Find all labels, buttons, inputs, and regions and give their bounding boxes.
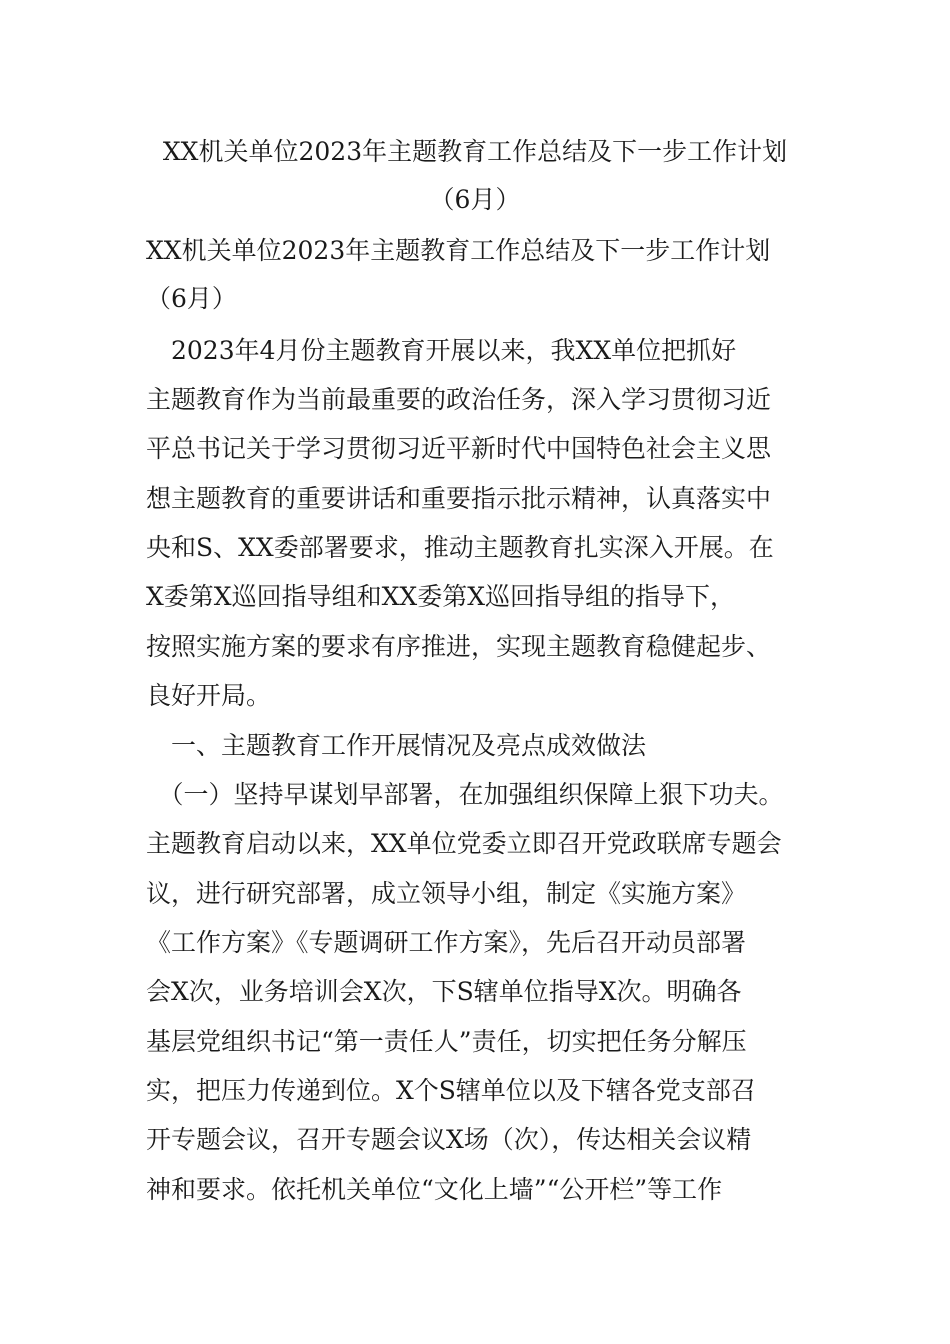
paragraph-line: 主题教育作为当前最重要的政治任务，深入学习贯彻习近 <box>146 385 772 414</box>
paragraph-line: 会X次，业务培训会X次，下S辖单位指导X次。明确各 <box>146 977 742 1006</box>
paragraph-line: 神和要求。依托机关单位“文化上墙”“公开栏”等工作 <box>146 1175 723 1204</box>
document-title-date: （6月） <box>429 185 521 214</box>
paragraph-line: 开专题会议，召开专题会议X场（次），传达相关会议精 <box>146 1125 752 1154</box>
document-title: XX机关单位2023年主题教育工作总结及下一步工作计划 <box>162 137 788 166</box>
paragraph-line: 2023年4月份主题教育开展以来，我XX单位把抓好 <box>146 336 737 365</box>
paragraph-line: 议，进行研究部署，成立领导小组，制定《实施方案》 <box>146 879 747 908</box>
document-subtitle: XX机关单位2023年主题教育工作总结及下一步工作计划 <box>146 236 771 265</box>
paragraph-line: 良好开局。 <box>146 681 272 710</box>
document-subtitle-date: （6月） <box>146 284 237 313</box>
paragraph-line: （一）坚持早谋划早部署，在加强组织保障上狠下功夫。 <box>146 780 784 809</box>
section-heading: 一、主题教育工作开展情况及亮点成效做法 <box>146 731 647 760</box>
paragraph-line: 想主题教育的重要讲话和重要指示批示精神，认真落实中 <box>146 484 772 513</box>
paragraph-line: 央和S、XX委部署要求，推动主题教育扎实深入开展。在 <box>146 533 774 562</box>
paragraph-line: 主题教育启动以来，XX单位党委立即召开党政联席专题会 <box>146 829 782 858</box>
paragraph-line: 基层党组织书记“第一责任人”责任，切实把任务分解压 <box>146 1027 747 1056</box>
paragraph-line: 实，把压力传递到位。X个S辖单位以及下辖各党支部召 <box>146 1076 756 1105</box>
paragraph-line: 按照实施方案的要求有序推进，实现主题教育稳健起步、 <box>146 632 772 661</box>
paragraph-line: 《工作方案》《专题调研工作方案》，先后召开动员部署 <box>146 928 747 957</box>
paragraph-line: 平总书记关于学习贯彻习近平新时代中国特色社会主义思 <box>146 434 772 463</box>
paragraph-line: X委第X巡回指导组和XX委第X巡回指导组的指导下， <box>146 582 735 611</box>
